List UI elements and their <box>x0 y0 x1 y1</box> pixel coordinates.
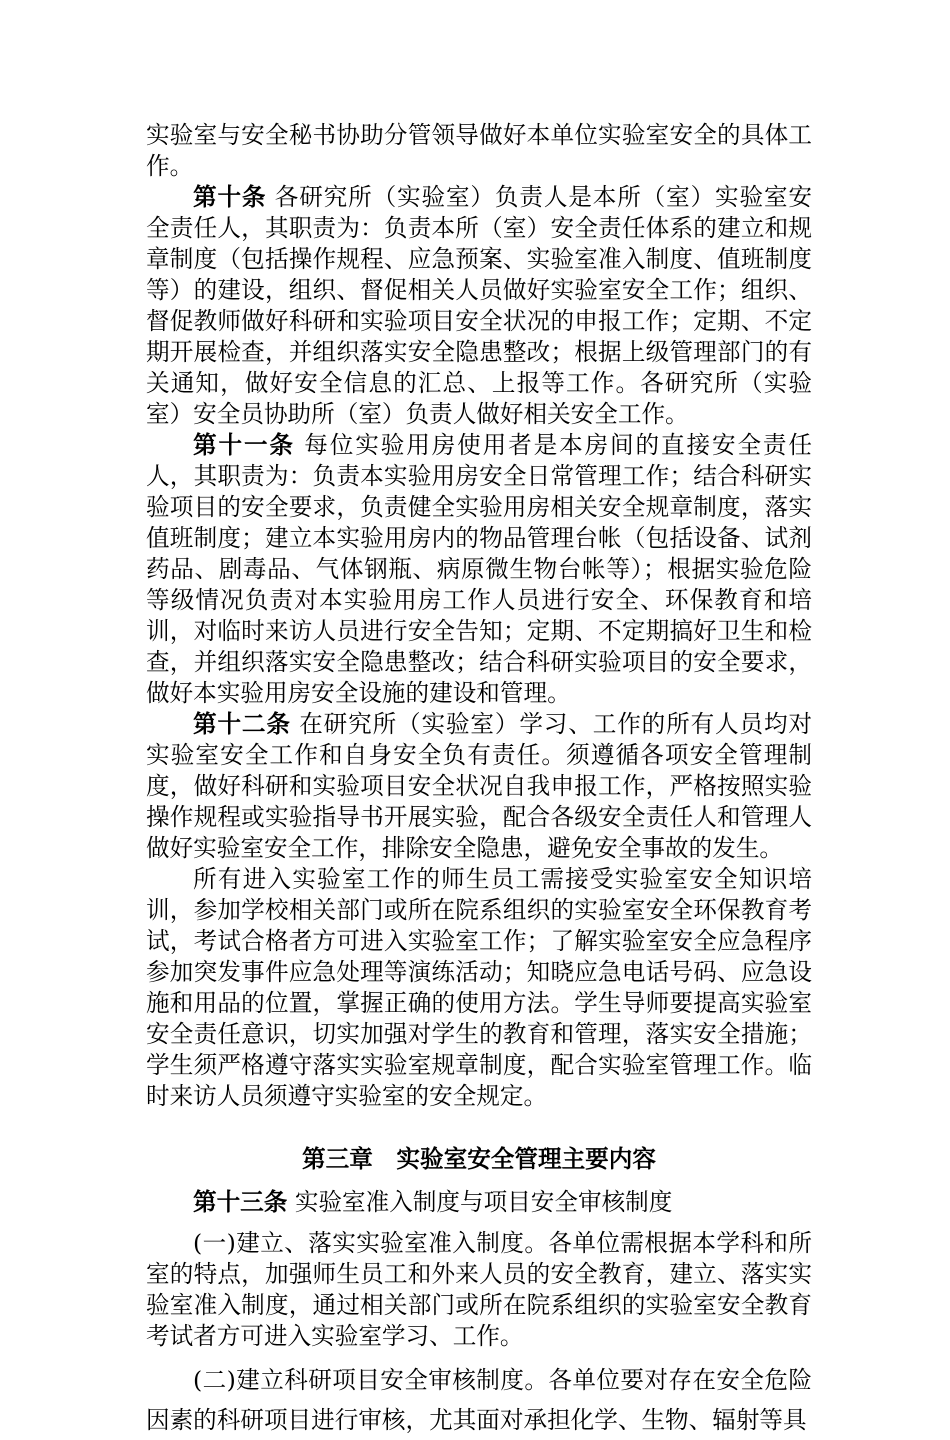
article-13-text: 实验室准入制度与项目安全审核制度 <box>287 1188 673 1216</box>
article-10-text: 各研究所（实验室）负责人是本所（室）实验室安全责任人，其职责为：负责本所（室）安全责任体系的建立和规章制度（包括操作规程、应急预案、实验室准入制度、值班制度等）的建设，组织、督促相关人员做好实验室安全工作；组织、督促教师做好科研和实验项目安全状况的申报工作；定期、不定期开展检查，并组织落实安全隐患整改；根据上级管理部门的有关通知，做好安全信息的汇总、上报等工作。各研究所（实验室）安全员协助所（室）负责人做好相关安全工作。 <box>146 183 813 428</box>
document-page <box>146 120 812 1440</box>
article-10-title: 第十条 <box>193 183 267 211</box>
article-11-title: 第十一条 <box>193 431 295 459</box>
article-12 <box>146 709 812 864</box>
article-11 <box>146 430 812 709</box>
item-2: (二)建立科研项目安全审核制度。各单位要对存在安全危险因素的科研项目进行审核，尤其面对承担化学、生物、辐射等具 <box>146 1366 812 1434</box>
article-12-text: 在研究所（实验室）学习、工作的所有人员均对实验室安全工作和自身安全负有责任。须遵循各项安全管理制度，做好科研和实验项目安全状况自我申报工作，严格按照实验操作规程或实验指导书开展实验，配合各级安全责任人和管理人做好实验室安全工作，排除安全隐患，避免安全事故的发生。 <box>146 710 813 862</box>
article-11-text: 每位实验用房使用者是本房间的直接安全责任人，其职责为：负责本实验用房安全日常管理工作；结合科研实验项目的安全要求，负责健全实验用房相关安全规章制度，落实值班制度；建立本实验用房内的物品管理台帐（包括设备、试剂药品、剧毒品、气体钢瓶、病原微生物台帐等）；根据实验危险等级情况负责对本实验用房工作人员进行安全、环保教育和培训，对临时来访人员进行安全告知；定期、不定期搞好卫生和检查，并组织落实安全隐患整改；结合科研实验项目的安全要求，做好本实验用房安全设施的建设和管理。 <box>146 431 813 707</box>
item-1: (一)建立、落实实验室准入制度。各单位需根据本学科和所室的特点，加强师生员工和外来人员的安全教育，建立、落实实验室准入制度，通过相关部门或所在院系组织的实验室安全教育考试者方可进入实验室学习、工作。 <box>146 1229 812 1350</box>
paragraph-all-personnel: 所有进入实验室工作的师生员工需接受实验室安全知识培训，参加学校相关部门或所在院系组织的实验室安全环保教育考试，考试合格者方可进入实验室工作；了解实验室安全应急程序参加突发事件应急处理等演练活动；知晓应急电话号码、应急设施和用品的位置，掌握正确的使用方法。学生导师要提高实验室安全责任意识，切实加强对学生的教育和管理，落实安全措施；学生须严格遵守落实实验室规章制度，配合实验室管理工作。临时来访人员须遵守实验室的安全规定。 <box>146 865 812 1110</box>
article-13-title: 第十三条 <box>193 1188 288 1216</box>
article-10 <box>146 182 812 430</box>
chapter-3-heading: 第三章 实验室安全管理主要内容 <box>302 1145 656 1173</box>
article-13 <box>146 1187 812 1218</box>
paragraph-continuation: 实验室与安全秘书协助分管领导做好本单位实验室安全的具体工作。 <box>146 121 812 180</box>
article-12-title: 第十二条 <box>193 710 291 738</box>
